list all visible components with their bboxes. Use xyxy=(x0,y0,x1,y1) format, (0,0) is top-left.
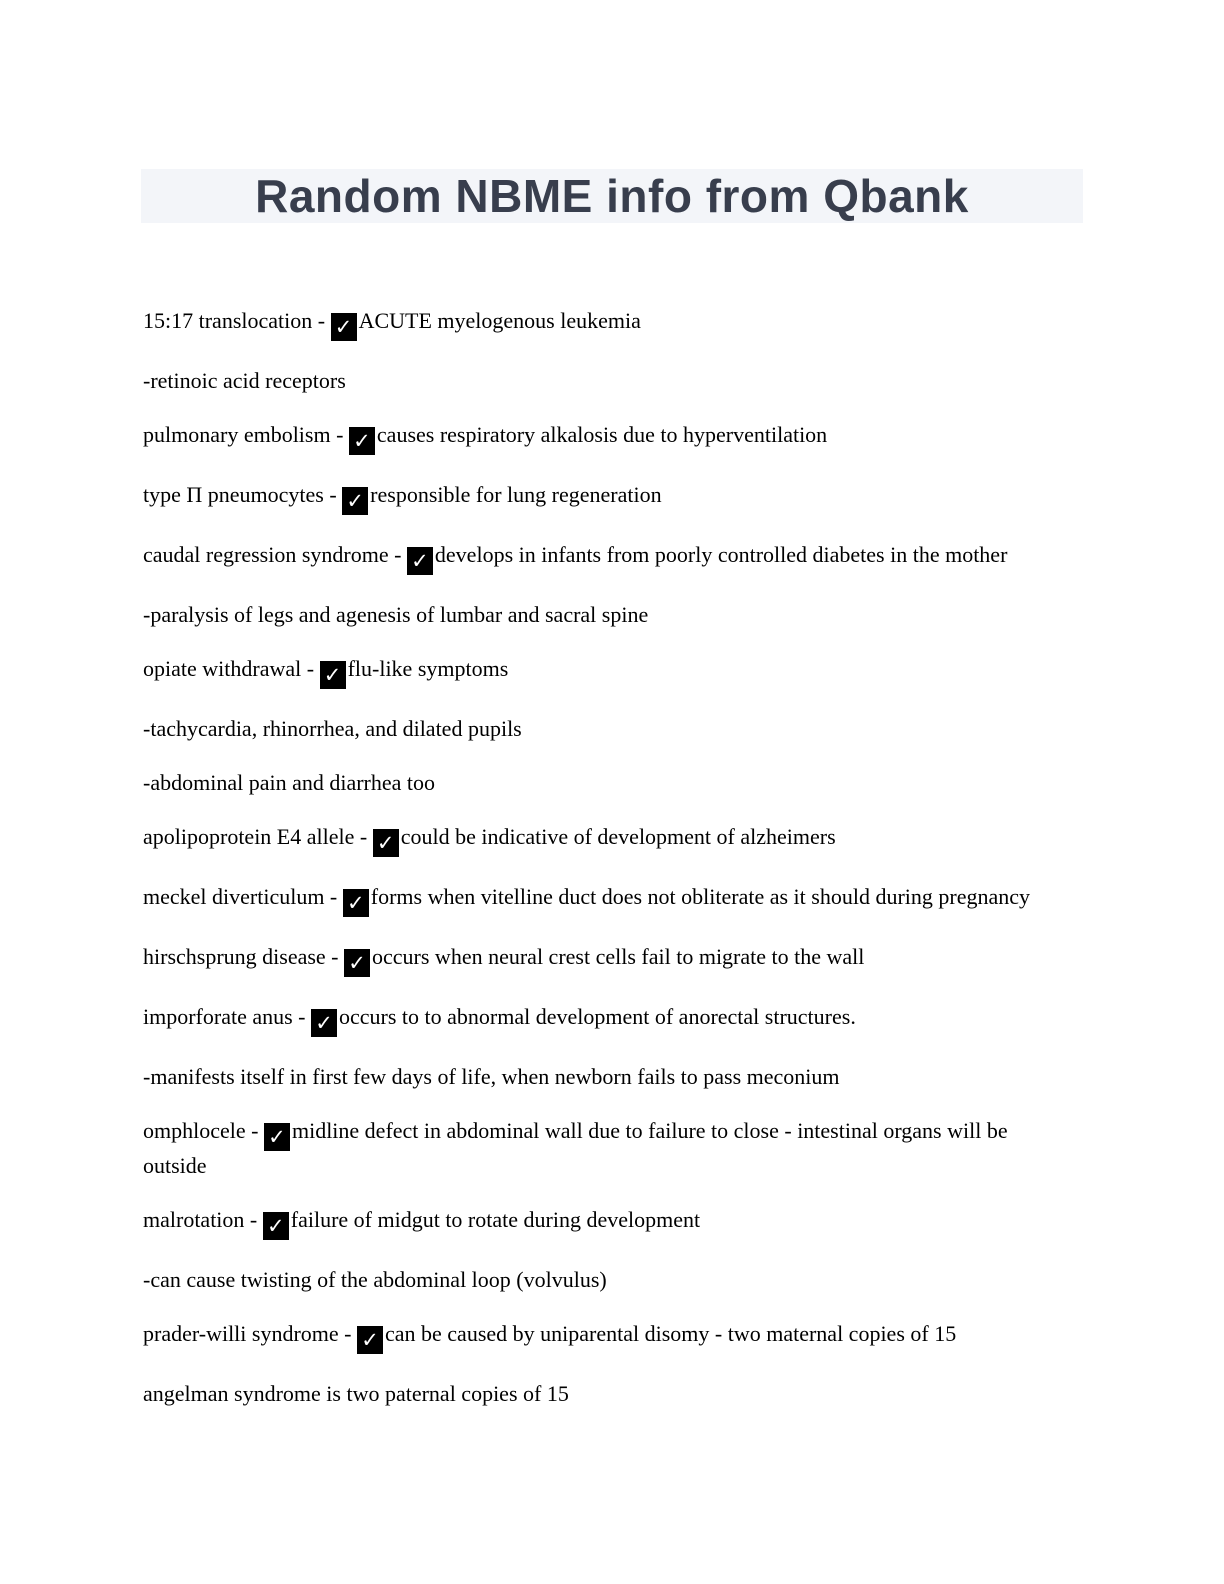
entry-definition: ACUTE myelogenous leukemia xyxy=(358,308,641,333)
entry xyxy=(143,1062,1071,1091)
entry-term: malrotation - xyxy=(143,1207,263,1232)
entry-term: meckel diverticulum - xyxy=(143,884,343,909)
entry-definition: occurs when neural crest cells fail to migrate to the wall xyxy=(372,944,865,969)
entry xyxy=(143,882,1071,917)
entry xyxy=(143,540,1071,575)
checkbox-checked-icon: ✓ xyxy=(373,829,399,857)
entry-term: apolipoprotein E4 allele - xyxy=(143,824,373,849)
entry-term: omphlocele - xyxy=(143,1118,264,1143)
entry-definition: responsible for lung regeneration xyxy=(370,482,662,507)
entry-term: prader-willi syndrome - xyxy=(143,1321,357,1346)
checkbox-checked-icon: ✓ xyxy=(263,1212,289,1240)
entry-term: imporforate anus - xyxy=(143,1004,311,1029)
entry xyxy=(143,942,1071,977)
entry-text: -can cause twisting of the abdominal loop (volvulus) xyxy=(143,1267,607,1292)
entry xyxy=(143,600,1071,629)
checkbox-checked-icon: ✓ xyxy=(407,547,433,575)
checkbox-checked-icon: ✓ xyxy=(264,1123,290,1151)
entry-term: 15:17 translocation - xyxy=(143,308,331,333)
entry-text: -paralysis of legs and agenesis of lumbar and sacral spine xyxy=(143,602,649,627)
entry xyxy=(143,1319,1071,1354)
entry xyxy=(143,1205,1071,1240)
entry-term: caudal regression syndrome - xyxy=(143,542,407,567)
page-title: Random NBME info from Qbank xyxy=(255,170,969,222)
checkbox-checked-icon: ✓ xyxy=(344,949,370,977)
entry xyxy=(143,654,1071,689)
entry xyxy=(143,480,1071,515)
entry-definition: develops in infants from poorly controlled diabetes in the mother xyxy=(434,542,1008,567)
title-bar xyxy=(141,169,1083,223)
entry-text: -manifests itself in first few days of life, when newborn fails to pass meconium xyxy=(143,1064,840,1089)
entry-definition: could be indicative of development of alzheimers xyxy=(400,824,836,849)
entry-definition: occurs to to abnormal development of anorectal structures. xyxy=(339,1004,856,1029)
entry xyxy=(143,714,1071,743)
entry-definition: forms when vitelline duct does not obliterate as it should during pregnancy xyxy=(370,884,1031,909)
entry-text: -retinoic acid receptors xyxy=(143,368,346,393)
checkbox-checked-icon: ✓ xyxy=(343,889,369,917)
entry-term: type Π pneumocytes - xyxy=(143,482,343,507)
entry xyxy=(143,1265,1071,1294)
entry-text: -tachycardia, rhinorrhea, and dilated pupils xyxy=(143,716,522,741)
entry-term: opiate withdrawal - xyxy=(143,656,320,681)
entry-definition: failure of midgut to rotate during development xyxy=(290,1207,701,1232)
entry-definition: causes respiratory alkalosis due to hyperventilation xyxy=(376,422,828,447)
entry-text: -abdominal pain and diarrhea too xyxy=(143,770,436,795)
entry xyxy=(143,768,1071,797)
entry xyxy=(143,1379,1071,1408)
entry-text: angelman syndrome is two paternal copies of 15 xyxy=(143,1381,569,1406)
checkbox-checked-icon: ✓ xyxy=(311,1009,337,1037)
entry xyxy=(143,1002,1071,1037)
entry xyxy=(143,366,1071,395)
checkbox-checked-icon: ✓ xyxy=(342,487,368,515)
entry-term: pulmonary embolism - xyxy=(143,422,349,447)
entry xyxy=(143,1116,1071,1180)
checkbox-checked-icon: ✓ xyxy=(357,1326,383,1354)
content xyxy=(143,306,1071,1433)
entry xyxy=(143,822,1071,857)
entry xyxy=(143,420,1071,455)
entry-term: hirschsprung disease - xyxy=(143,944,345,969)
entry xyxy=(143,306,1071,341)
entry-definition: midline defect in abdominal wall due to failure to close - intestinal organs will be outside xyxy=(143,1118,1008,1178)
checkbox-checked-icon: ✓ xyxy=(331,313,357,341)
checkbox-checked-icon: ✓ xyxy=(349,427,375,455)
entry-definition: can be caused by uniparental disomy - two maternal copies of 15 xyxy=(385,1321,957,1346)
checkbox-checked-icon: ✓ xyxy=(320,661,346,689)
entry-definition: flu-like symptoms xyxy=(347,656,509,681)
